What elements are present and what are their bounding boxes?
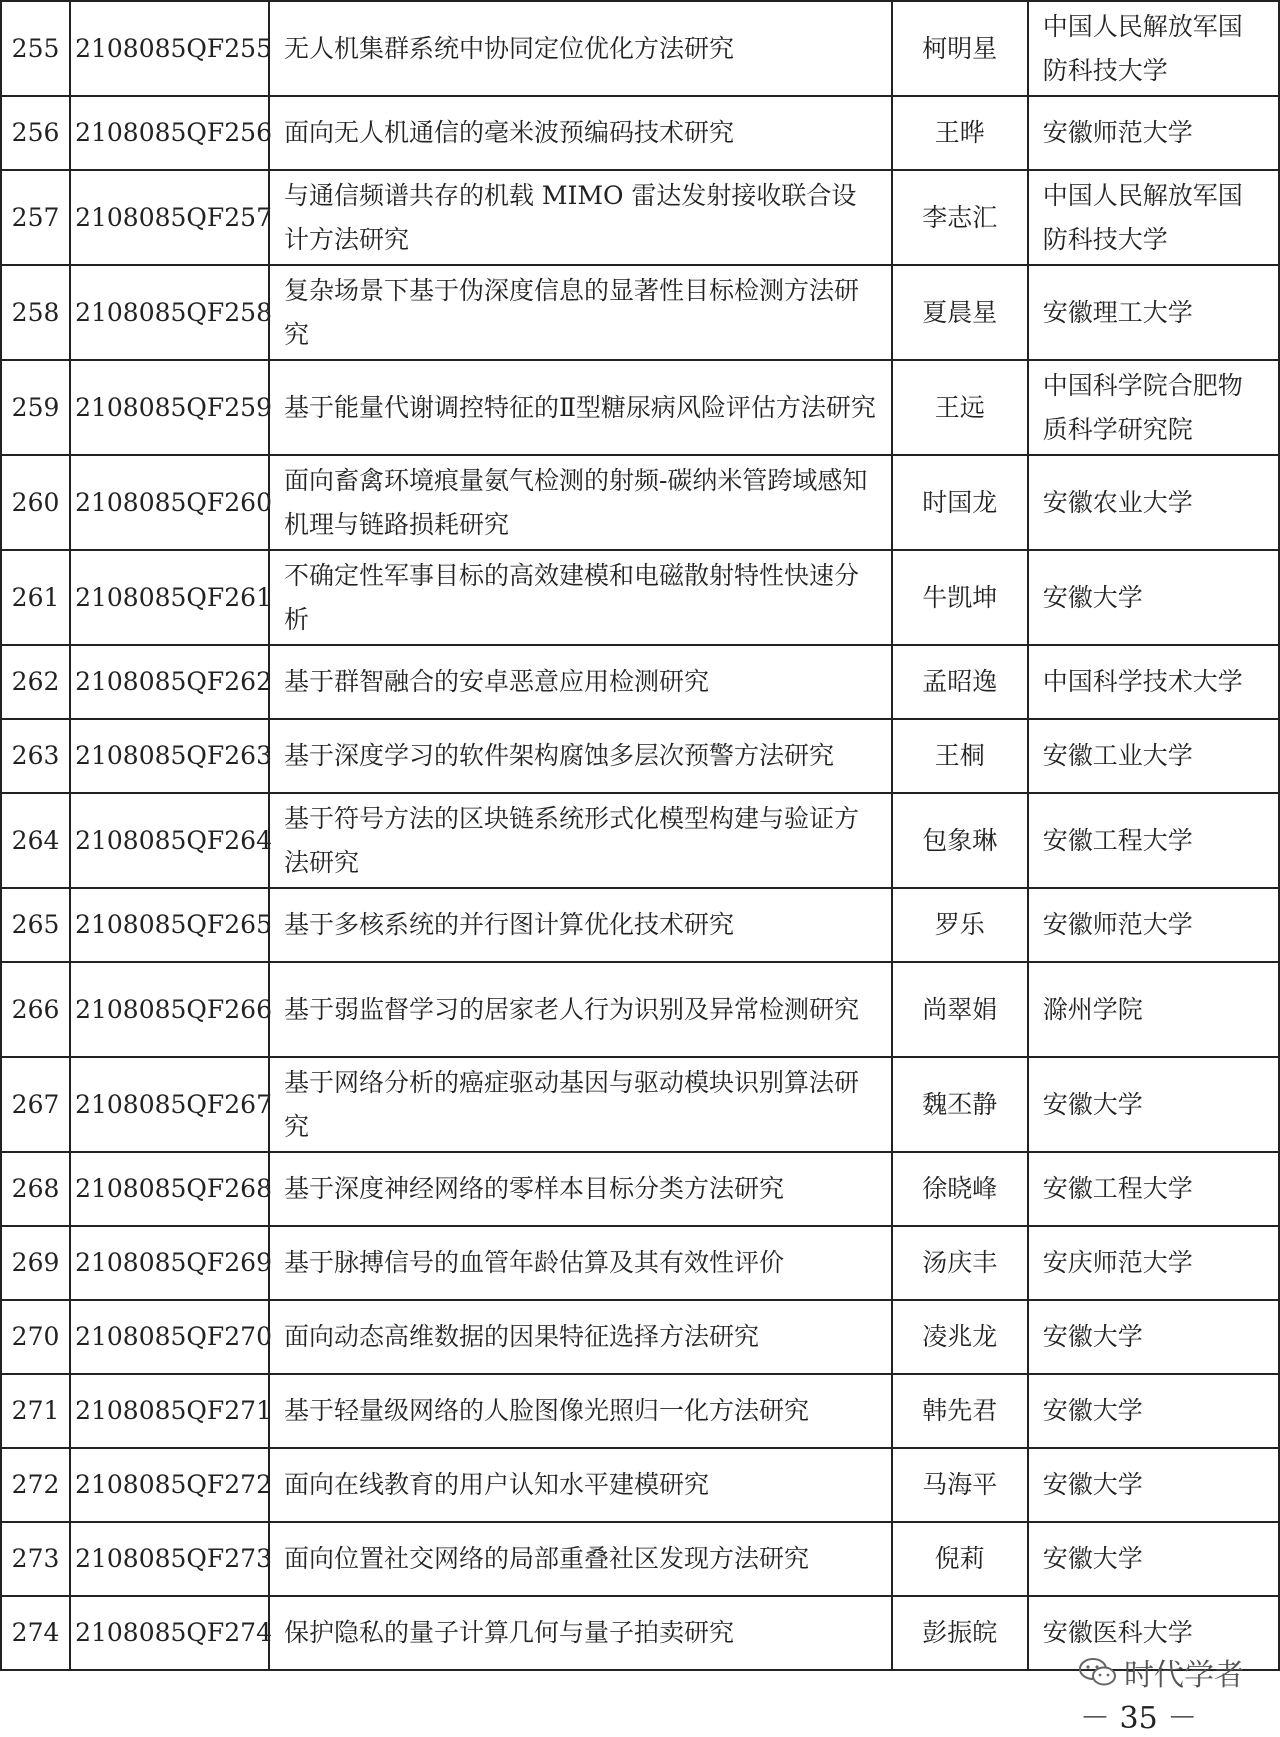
- table-row: [1, 360, 1279, 455]
- project-title-cell: 复杂场景下基于伪深度信息的显著性目标检测方法研究: [269, 265, 892, 360]
- applicant-name-cell: 时国龙: [892, 455, 1028, 550]
- project-code-cell: 2108085QF274: [70, 1596, 269, 1670]
- table-row: [1, 1300, 1279, 1374]
- table-row: [1, 962, 1279, 1057]
- row-number-cell: 258: [1, 265, 70, 360]
- applicant-name-cell: 王晔: [892, 96, 1028, 170]
- project-code-cell: 2108085QF257: [70, 170, 269, 265]
- institution-cell: 安徽大学: [1028, 1300, 1279, 1374]
- applicant-name-cell: 尚翠娟: [892, 962, 1028, 1057]
- applicant-name-cell: 罗乐: [892, 888, 1028, 962]
- project-title-cell: 基于群智融合的安卓恶意应用检测研究: [269, 645, 892, 719]
- table-row: [1, 1057, 1279, 1152]
- institution-cell: 安庆师范大学: [1028, 1226, 1279, 1300]
- applicant-name-cell: 汤庆丰: [892, 1226, 1028, 1300]
- institution-cell: 安徽师范大学: [1028, 888, 1279, 962]
- table-row: [1, 455, 1279, 550]
- row-number-cell: 271: [1, 1374, 70, 1448]
- table-row: [1, 1152, 1279, 1226]
- table-row: [1, 1374, 1279, 1448]
- row-number-cell: 274: [1, 1596, 70, 1670]
- table-row: [1, 888, 1279, 962]
- project-title-cell: 面向在线教育的用户认知水平建模研究: [269, 1448, 892, 1522]
- institution-cell: 安徽医科大学: [1028, 1596, 1279, 1670]
- project-title-cell: 基于深度神经网络的零样本目标分类方法研究: [269, 1152, 892, 1226]
- row-number-cell: 273: [1, 1522, 70, 1596]
- project-code-cell: 2108085QF262: [70, 645, 269, 719]
- table-row: [1, 96, 1279, 170]
- applicant-name-cell: 倪莉: [892, 1522, 1028, 1596]
- row-number-cell: 264: [1, 793, 70, 888]
- project-code-cell: 2108085QF267: [70, 1057, 269, 1152]
- project-title-cell: 保护隐私的量子计算几何与量子拍卖研究: [269, 1596, 892, 1670]
- institution-cell: 安徽大学: [1028, 1374, 1279, 1448]
- applicant-name-cell: 魏丕静: [892, 1057, 1028, 1152]
- institution-cell: 安徽工程大学: [1028, 1152, 1279, 1226]
- institution-cell: 安徽理工大学: [1028, 265, 1279, 360]
- project-code-cell: 2108085QF259: [70, 360, 269, 455]
- table-row: [1, 1, 1279, 96]
- project-title-cell: 基于弱监督学习的居家老人行为识别及异常检测研究: [269, 962, 892, 1057]
- project-title-cell: 无人机集群系统中协同定位优化方法研究: [269, 1, 892, 96]
- row-number-cell: 272: [1, 1448, 70, 1522]
- institution-cell: 安徽大学: [1028, 1448, 1279, 1522]
- row-number-cell: 266: [1, 962, 70, 1057]
- table-row: [1, 1522, 1279, 1596]
- row-number-cell: 261: [1, 550, 70, 645]
- project-code-cell: 2108085QF272: [70, 1448, 269, 1522]
- project-title-cell: 面向畜禽环境痕量氨气检测的射频-碳纳米管跨域感知机理与链路损耗研究: [269, 455, 892, 550]
- project-title-cell: 基于网络分析的癌症驱动基因与驱动模块识别算法研究: [269, 1057, 892, 1152]
- project-code-cell: 2108085QF258: [70, 265, 269, 360]
- table-row: [1, 170, 1279, 265]
- project-code-cell: 2108085QF268: [70, 1152, 269, 1226]
- table-row: [1, 1226, 1279, 1300]
- institution-cell: 安徽大学: [1028, 1522, 1279, 1596]
- institution-cell: 安徽工业大学: [1028, 719, 1279, 793]
- project-title-cell: 不确定性军事目标的高效建模和电磁散射特性快速分析: [269, 550, 892, 645]
- row-number-cell: 263: [1, 719, 70, 793]
- project-title-cell: 基于符号方法的区块链系统形式化模型构建与验证方法研究: [269, 793, 892, 888]
- project-code-cell: 2108085QF271: [70, 1374, 269, 1448]
- row-number-cell: 268: [1, 1152, 70, 1226]
- institution-cell: 安徽大学: [1028, 550, 1279, 645]
- row-number-cell: 269: [1, 1226, 70, 1300]
- project-title-cell: 基于脉搏信号的血管年龄估算及其有效性评价: [269, 1226, 892, 1300]
- row-number-cell: 256: [1, 96, 70, 170]
- project-code-cell: 2108085QF265: [70, 888, 269, 962]
- row-number-cell: 267: [1, 1057, 70, 1152]
- project-title-cell: 与通信频谱共存的机载 MIMO 雷达发射接收联合设计方法研究: [269, 170, 892, 265]
- table-row: [1, 265, 1279, 360]
- row-number-cell: 257: [1, 170, 70, 265]
- institution-cell: 安徽师范大学: [1028, 96, 1279, 170]
- project-title-cell: 面向无人机通信的毫米波预编码技术研究: [269, 96, 892, 170]
- project-title-cell: 基于能量代谢调控特征的Ⅱ型糖尿病风险评估方法研究: [269, 360, 892, 455]
- page-number: － 35 －: [1080, 1701, 1198, 1736]
- project-code-cell: 2108085QF263: [70, 719, 269, 793]
- applicant-name-cell: 李志汇: [892, 170, 1028, 265]
- project-code-cell: 2108085QF261: [70, 550, 269, 645]
- project-code-cell: 2108085QF264: [70, 793, 269, 888]
- institution-cell: 滁州学院: [1028, 962, 1279, 1057]
- applicant-name-cell: 孟昭逸: [892, 645, 1028, 719]
- project-code-cell: 2108085QF270: [70, 1300, 269, 1374]
- row-number-cell: 262: [1, 645, 70, 719]
- applicant-name-cell: 徐晓峰: [892, 1152, 1028, 1226]
- institution-cell: 中国人民解放军国防科技大学: [1028, 170, 1279, 265]
- table-row: [1, 550, 1279, 645]
- applicant-name-cell: 凌兆龙: [892, 1300, 1028, 1374]
- project-code-cell: 2108085QF255: [70, 1, 269, 96]
- project-code-cell: 2108085QF260: [70, 455, 269, 550]
- row-number-cell: 265: [1, 888, 70, 962]
- project-code-cell: 2108085QF269: [70, 1226, 269, 1300]
- institution-cell: 安徽大学: [1028, 1057, 1279, 1152]
- table-row: [1, 719, 1279, 793]
- applicant-name-cell: 彭振皖: [892, 1596, 1028, 1670]
- institution-cell: 安徽农业大学: [1028, 455, 1279, 550]
- institution-cell: 中国科学院合肥物质科学研究院: [1028, 360, 1279, 455]
- table-row: [1, 645, 1279, 719]
- table-row: [1, 793, 1279, 888]
- wechat-icon: [1078, 1656, 1118, 1688]
- applicant-name-cell: 包象琳: [892, 793, 1028, 888]
- applicant-name-cell: 柯明星: [892, 1, 1028, 96]
- row-number-cell: 255: [1, 1, 70, 96]
- wechat-watermark: [1078, 1650, 1244, 1694]
- institution-cell: 中国人民解放军国防科技大学: [1028, 1, 1279, 96]
- institution-cell: 中国科学技术大学: [1028, 645, 1279, 719]
- project-title-cell: 基于轻量级网络的人脸图像光照归一化方法研究: [269, 1374, 892, 1448]
- table-body: [1, 1, 1279, 1670]
- table-row: [1, 1448, 1279, 1522]
- project-code-cell: 2108085QF266: [70, 962, 269, 1057]
- project-title-cell: 面向位置社交网络的局部重叠社区发现方法研究: [269, 1522, 892, 1596]
- project-code-cell: 2108085QF273: [70, 1522, 269, 1596]
- applicant-name-cell: 夏晨星: [892, 265, 1028, 360]
- project-title-cell: 基于多核系统的并行图计算优化技术研究: [269, 888, 892, 962]
- row-number-cell: 259: [1, 360, 70, 455]
- row-number-cell: 270: [1, 1300, 70, 1374]
- watermark-text: 时代学者: [1124, 1658, 1244, 1693]
- applicant-name-cell: 王桐: [892, 719, 1028, 793]
- project-title-cell: 面向动态高维数据的因果特征选择方法研究: [269, 1300, 892, 1374]
- applicant-name-cell: 韩先君: [892, 1374, 1028, 1448]
- applicant-name-cell: 牛凯坤: [892, 550, 1028, 645]
- institution-cell: 安徽工程大学: [1028, 793, 1279, 888]
- row-number-cell: 260: [1, 455, 70, 550]
- project-title-cell: 基于深度学习的软件架构腐蚀多层次预警方法研究: [269, 719, 892, 793]
- applicant-name-cell: 马海平: [892, 1448, 1028, 1522]
- project-code-cell: 2108085QF256: [70, 96, 269, 170]
- applicant-name-cell: 王远: [892, 360, 1028, 455]
